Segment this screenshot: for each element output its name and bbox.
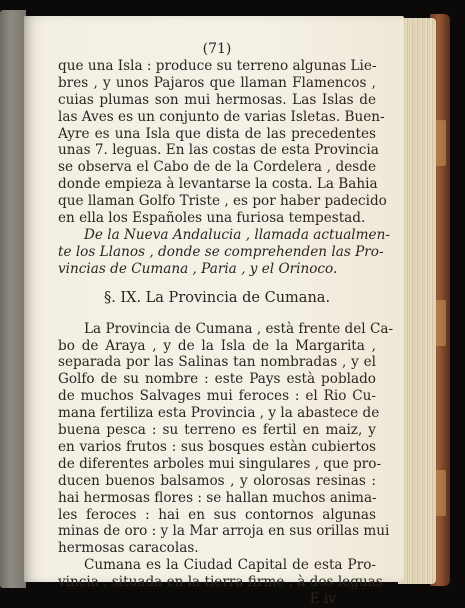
section-heading: §. IX. La Provincia de Cumana.	[103, 289, 331, 306]
text-line: ducen buenos balsamos , y olorosas resinas :	[58, 472, 376, 489]
text-line: cuias plumas son mui hermosas. Las Islas de	[58, 91, 376, 108]
text-line: Golfo de su nombre : este Pays està poblado	[58, 371, 376, 388]
text-line: vincias de Cumana , Paria , y el Orinoco.	[58, 260, 338, 277]
text-line: vincia , situada en la tierra firme , à dos leguas	[58, 574, 383, 591]
text-line: las Aves es un conjunto de varias Isletas. Buen-	[58, 108, 385, 125]
text-line: mana fertiliza esta Provincia , y la abastece de	[58, 405, 380, 422]
text-line: hermosas caracolas.	[58, 540, 199, 557]
paragraph-cumana-province	[58, 320, 394, 558]
book-left-board	[0, 10, 26, 588]
page-text	[58, 41, 394, 608]
text-line: que llaman Golfo Triste , es por haber padecido	[58, 193, 387, 210]
text-line: en varios frutos : sus bosques estàn cubiertos	[58, 438, 376, 455]
text-line: donde empieza à levantarse la costa. La Bahia	[58, 176, 378, 193]
text-line: De la Nueva Andalucia , llamada actualmen-	[84, 226, 390, 243]
text-line: unas 7. leguas. En las costas de esta Provincia	[58, 142, 379, 159]
text-line: de muchos Salvages mui feroces : el Rio Cu-	[58, 388, 376, 405]
text-line: se observa el Cabo de de la Cordelera , desde	[58, 159, 376, 176]
text-line: bo de Araya , y de la Isla de la Margarita ,	[58, 337, 376, 354]
text-line: te los Llanos , donde se comprehenden las Pro-	[58, 243, 384, 260]
paragraph-nueva-andalucia	[58, 226, 390, 278]
text-line: Cumana es la Ciudad Capital de esta Pro-	[84, 557, 376, 574]
text-line: que una Isla : produce su terreno algunas Lie-	[58, 57, 377, 74]
signature-mark: E iv	[309, 591, 336, 608]
text-line: La Provincia de Cumana , està frente del Ca-	[84, 320, 394, 337]
text-line: en ella los Españoles una furiosa tempestad.	[58, 210, 366, 227]
paragraph-islands	[58, 57, 387, 227]
text-line: Ayre es una Isla que dista de las precedentes	[58, 125, 376, 142]
text-line: hai hermosas flores : se hallan muchos anima-	[58, 489, 377, 506]
text-line: bres , y unos Pajaros que llaman Flamencos ,	[58, 74, 376, 91]
text-line: les feroces : hai en sus contornos algunas	[58, 506, 376, 523]
text-line: de diferentes arboles mui singulares , que pro-	[58, 455, 382, 472]
page-number: (71)	[202, 41, 232, 57]
text-line: minas de oro : y la Mar arroja en sus orillas mui	[58, 523, 390, 540]
paragraph-cumana-city	[58, 557, 383, 591]
text-line: separada por las Salinas tan nombradas , y el	[58, 354, 376, 371]
text-line: buena pesca : su terreno es fertil en maiz, y	[58, 422, 376, 439]
